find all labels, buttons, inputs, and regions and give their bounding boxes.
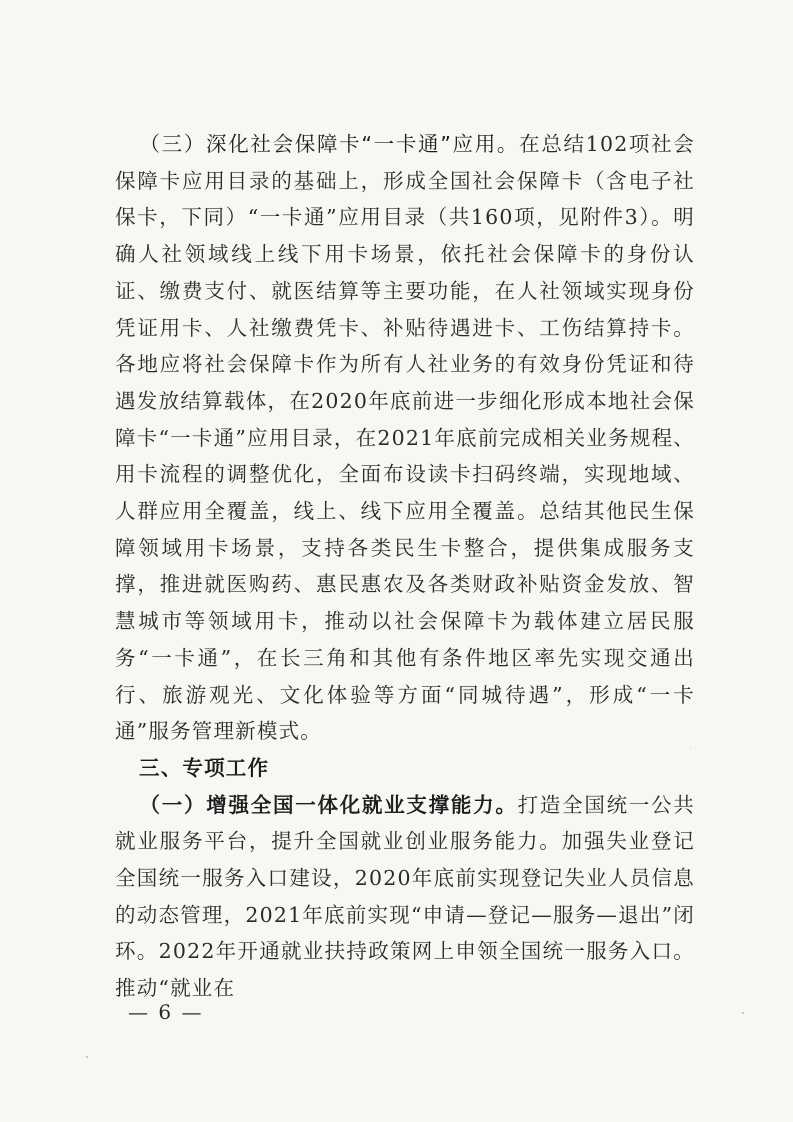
section-3-body: 在总结102项社会保障卡应用目录的基础上，形成全国社会保障卡（含电子社保卡，下同）“一卡通”应用目录（共160项，见附件3）。明确人社领域线上线下用卡场景，依托社会保障卡的身份认证、缴费支付、就医结算等主要功能，在人社领域实现身份凭证用卡、人社缴费凭卡、补贴待遇进卡、工伤结算持卡。各地应将社会保障卡作为所有人社业务的有效身份凭证和待遇发放结算载体，在2020年底前进一步细化形成本地社会保障卡“一卡通”应用目录，在2021年底前完成相关业务规程、用卡流程的调整优化，全面布设读卡扫码终端，实现地域、人群应用全覆盖，线上、线下应用全覆盖。总结其他民生保障领域用卡场景，支持各类民生卡整合，提供集成服务支撑，推进就医购药、惠民惠农及各类财政补贴资金发放、智慧城市等领域用卡，推动以社会保障卡为载体建立居民服务“一卡通”，在长三角和其他有条件地区率先实现交通出行、旅游观光、文化体验等方面“同城待遇”，形成“一卡通”服务管理新模式。 [115,132,696,744]
section-3-lead: （三）深化社会保障卡“一卡通”应用。 [139,132,520,156]
page-content [115,126,695,1007]
scan-speck [690,748,691,749]
subsection-1-body: 打造全国统一公共就业服务平台，提升全国就业创业服务能力。加强失业登记全国统一服务入口建设，2020年底前实现登记失业人员信息的动态管理，2021年底前实现“申请—登记—服务—退出”闭环。2022年开通就业扶持政策网上申领全国统一服务入口。推动“就业在 [115,792,695,1001]
heading-special-work: 三、专项工作 [139,755,270,780]
paragraph-subsection-1 [115,787,695,1007]
subsection-1-lead: （一）增强全国一体化就业支撑能力。 [139,792,518,817]
scan-speck [742,1012,744,1014]
paragraph-section-3 [115,126,695,750]
scan-speck [86,1056,88,1058]
page-number: — 6 — [128,1000,204,1024]
